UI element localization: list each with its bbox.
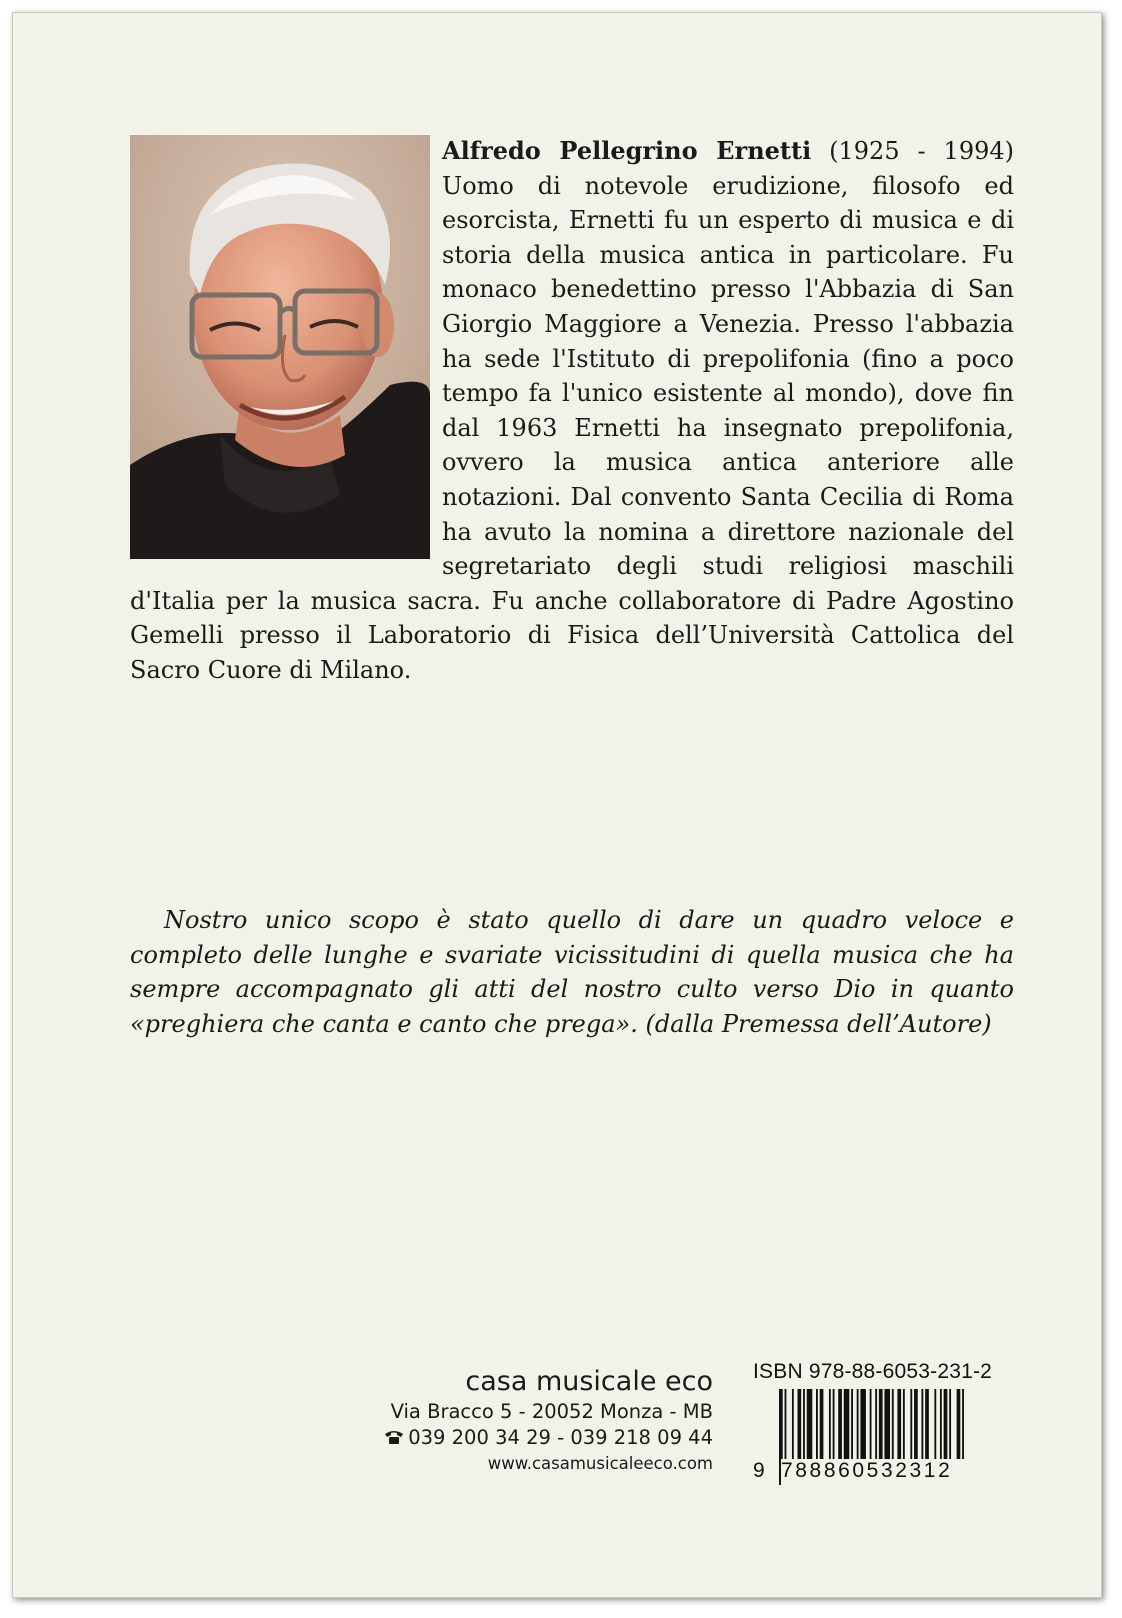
barcode-first-digit: 9 — [753, 1459, 765, 1482]
biography-text: Uomo di notevole erudizione, filosofo ed esorcista, Ernetti fu un esperto di musica e di storia della musica antica in particolare. Fu monaco benedettino presso l'Abbazia di San Giorgio Maggiore a Venezia. Presso l'abbazia ha sede l'Istituto di prepolifonia (fino a poco tempo fa l'unico esistente al mondo), dove fin dal 1963 Ernetti ha insegnato prepolifonia, ovvero la musica antica anteriore alle notazioni. Dal convento Santa Cecilia di Roma ha avuto la nomina a direttore nazionale del segretariato degli studi religiosi maschili d'Italia per la musica sacra. Fu anche collaboratore di Padre Agostino Gemelli presso il Laboratorio di Fisica dell’Università Cattolica del Sacro Cuore di Milano. — [130, 171, 1014, 684]
barcode — [753, 1389, 1013, 1489]
isbn-label: ISBN 978-88-6053-231-2 — [753, 1360, 993, 1383]
photo-wrap-spacer — [130, 134, 442, 558]
quote-text: Nostro unico scopo è stato quello di dare un quadro veloce e completo delle lunghe e svariate vicissitudini di quella musica che ha sempre accompagnato gli atti del nostro culto verso Dio in quanto «preghiera che canta e canto che prega». (dalla Premessa dell’Autore) — [130, 906, 1014, 1038]
isbn-barcode-block — [753, 1359, 1013, 1489]
author-name: Alfredo Pellegrino Ernetti — [442, 136, 812, 165]
barcode-digits: 788860532312 — [781, 1459, 1013, 1489]
back-cover — [12, 12, 1102, 1598]
author-quote — [130, 903, 1014, 1041]
publisher-phone: 039 200 34 29 - 039 218 09 44 — [408, 1426, 713, 1449]
publisher-info — [343, 1365, 713, 1477]
telephone-icon — [384, 1426, 404, 1442]
publisher-address: Via Bracco 5 - 20052 Monza - MB — [390, 1400, 713, 1423]
publisher-website: www.casamusicaleeco.com — [487, 1454, 713, 1473]
author-biography — [130, 134, 1014, 688]
publisher-phone-line — [343, 1425, 713, 1451]
publisher-name: casa musicale eco — [465, 1366, 713, 1397]
author-dates: (1925 - 1994) — [829, 137, 1014, 165]
